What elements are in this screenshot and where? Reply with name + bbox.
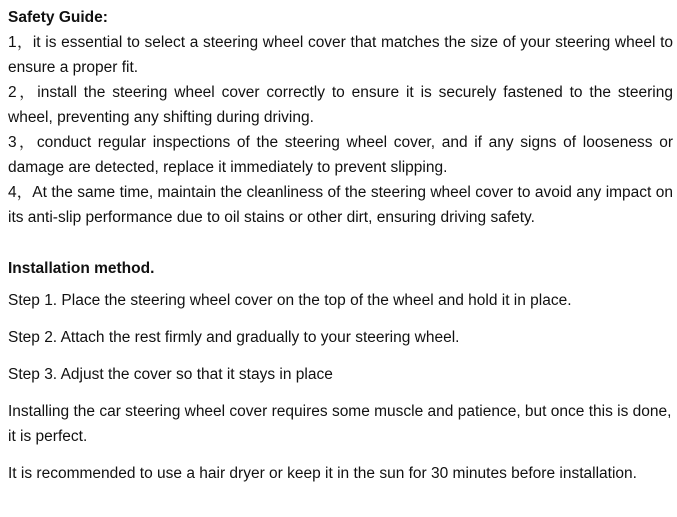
item-number: 1，	[8, 34, 33, 51]
safety-guide-item-2	[8, 80, 673, 130]
safety-guide-list	[8, 30, 673, 230]
safety-guide-heading: Safety Guide:	[8, 9, 108, 26]
installation-heading: Installation method.	[8, 260, 155, 277]
section-spacer	[8, 230, 673, 257]
installation-note-1: Installing the car steering wheel cover requires some muscle and patience, but once this is done, it is perfect.	[8, 403, 672, 445]
installation-step-1: Step 1. Place the steering wheel cover on the top of the wheel and hold it in place.	[8, 292, 572, 309]
safety-guide-item-4	[8, 180, 673, 230]
installation-note-2: It is recommended to use a hair dryer or keep it in the sun for 30 minutes before installation.	[8, 465, 637, 482]
item-number: 3，	[8, 134, 37, 151]
item-number: 2，	[8, 84, 38, 101]
item-text: conduct regular inspections of the steering wheel cover, and if any signs of looseness or damage are detected, replace it immediately to prevent slipping.	[8, 134, 673, 176]
safety-guide-item-3	[8, 130, 673, 180]
item-text: it is essential to select a steering wheel cover that matches the size of your steering wheel to ensure a proper fit.	[8, 34, 673, 76]
item-text: install the steering wheel cover correctly to ensure it is securely fastened to the steering wheel, preventing any shifting during driving.	[8, 84, 673, 126]
document	[8, 6, 673, 498]
installation-step-2: Step 2. Attach the rest firmly and gradually to your steering wheel.	[8, 329, 460, 346]
installation-step-3: Step 3. Adjust the cover so that it stays in place	[8, 366, 333, 383]
item-text: At the same time, maintain the cleanliness of the steering wheel cover to avoid any impact on its anti-slip performance due to oil stains or other dirt, ensuring driving safety.	[8, 184, 673, 226]
safety-guide-item-1	[8, 30, 673, 80]
item-number: 4，	[8, 184, 33, 201]
